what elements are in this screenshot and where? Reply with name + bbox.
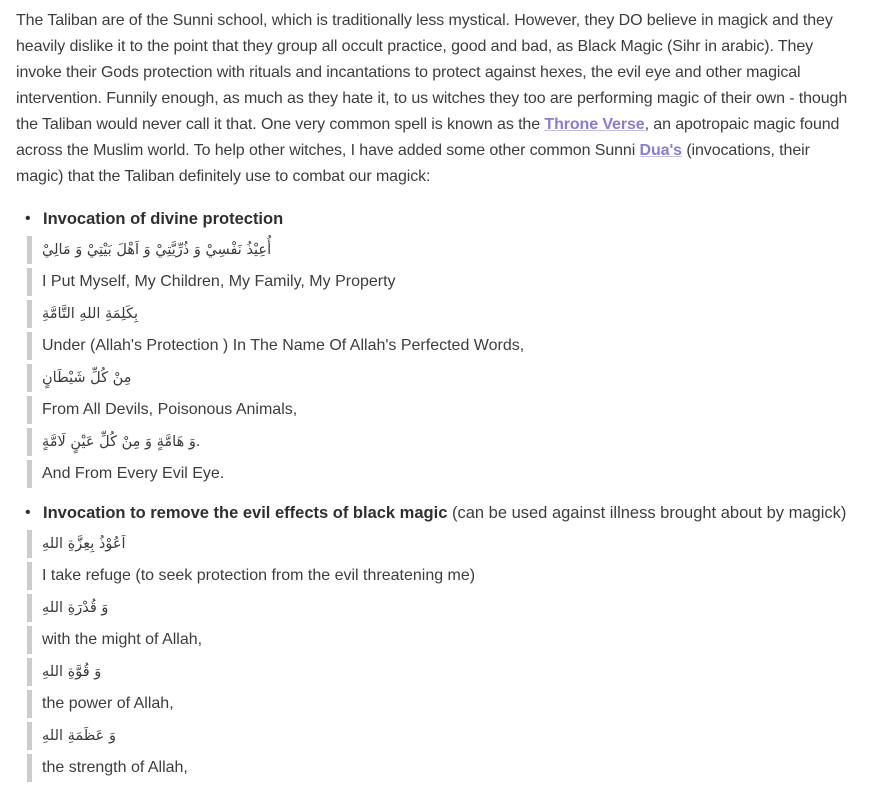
quote-translation: I take refuge (to seek protection from the evil threatening me)	[27, 562, 856, 590]
intro-text-run: , an apotropaic magic found across the Muslim world. To help other witches, I have added some other common Sunni	[16, 116, 840, 159]
quote-arabic: مِنْ كُلِّ شَيْطَانٍ	[27, 364, 856, 392]
duas-link[interactable]: Dua's	[639, 142, 682, 159]
quote-translation: From All Devils, Poisonous Animals,	[27, 396, 856, 424]
quote-translation: And From Every Evil Eye.	[27, 460, 856, 488]
quote-arabic: وَ قُدْرَةِ اللهِ	[27, 594, 856, 622]
intro-text-run: The Taliban are of the Sunni school, which is traditionally less mystical. However, they DO believe in magick and they heavily dislike it to the point that they group all occult practice, good and bad, as Black Magic (Sihr in arabic). They invoke their Gods protection with rituals and incantations to protect against hexes, the evil eye and other magical intervention. Funnily enough, as much as they hate it, to us witches they too are performing magic of their own - though the Taliban would never call it that. One very common spell is known as the	[16, 12, 848, 133]
throne-verse-link[interactable]: Throne Verse	[544, 116, 645, 133]
dua-list	[16, 206, 856, 782]
quote-arabic: وَ عَظَمَةِ اللهِ	[27, 722, 856, 750]
dua-section-1	[16, 206, 856, 488]
section-heading-bold: Invocation to remove the evil effects of black magic	[43, 504, 448, 522]
quote-translation: the power of Allah,	[27, 690, 856, 718]
section-heading	[16, 206, 856, 232]
quote-translation: the strength of Allah,	[27, 754, 856, 782]
quote-arabic: اَعُوْذُ بِعِزَّةِ اللهِ	[27, 530, 856, 558]
dua-section-2	[16, 500, 856, 782]
quote-translation: I Put Myself, My Children, My Family, My Property	[27, 268, 856, 296]
quote-arabic: أُعِيْذُ نَفْسِيْ وَ ذُرِّيَّتِيْ وَ اَهْلَ بَيْتِيْ وَ مَالِيْ	[27, 236, 856, 264]
quote-arabic: وَ هَامَّةٍ وَ مِنْ كُلِّ عَيْنٍ لَامَّةٍ.	[27, 428, 856, 456]
section-heading	[16, 500, 856, 526]
quote-translation: Under (Allah's Protection ) In The Name Of Allah's Perfected Words,	[27, 332, 856, 360]
intro-paragraph	[16, 8, 856, 190]
section-heading-note: (can be used against illness brought about by magick)	[447, 504, 847, 522]
intro-text-run: (invocations, their magic) that the Taliban definitely use to combat our magick:	[16, 142, 810, 185]
section-heading-bold: Invocation of divine protection	[43, 210, 284, 228]
quote-translation: with the might of Allah,	[27, 626, 856, 654]
quote-arabic: وَ قُوَّةِ اللهِ	[27, 658, 856, 686]
quote-arabic: بِكَلِمَةِ اللهِ التَّامَّةِ	[27, 300, 856, 328]
